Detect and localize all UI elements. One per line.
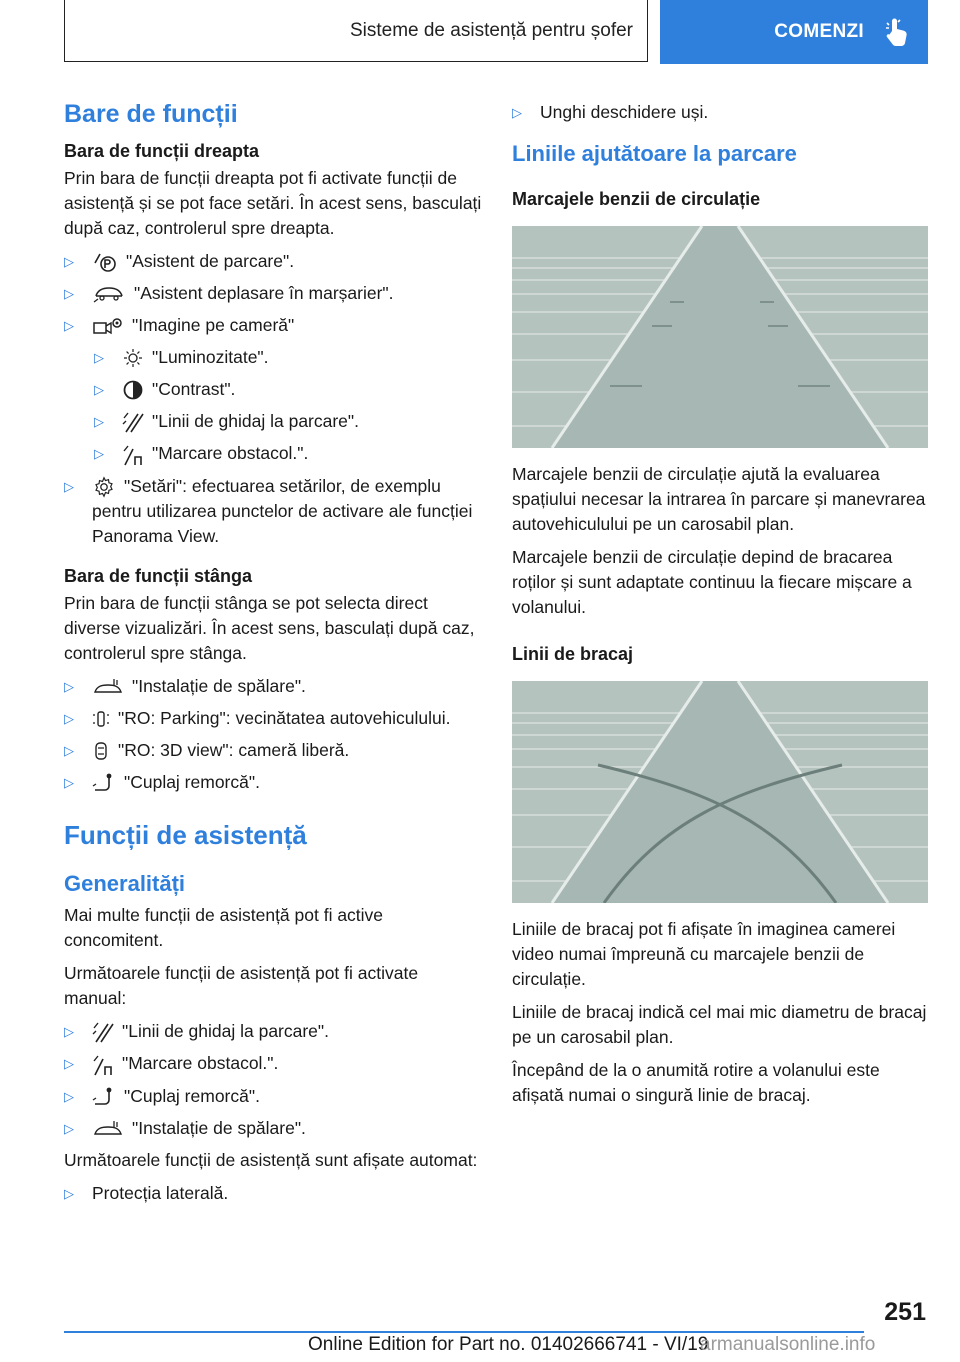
heading-bara-stanga: Bara de funcții stânga — [64, 565, 253, 586]
list-item — [64, 738, 482, 763]
list-item — [64, 1116, 482, 1141]
list-item — [64, 249, 482, 274]
trailer-hitch-icon — [92, 772, 116, 794]
paragraph-bracaj-3: Începând de la o anumită rotire a volanului este afișată numai o singură linie de bracaj. — [512, 1060, 880, 1105]
list-item — [64, 1084, 482, 1109]
bullet-icon: ▷ — [64, 254, 74, 269]
paragraph-bara-dreapta: Prin bara de funcții dreapta pot fi activate funcții de asistență și se pot face setări. În acest sens, basculați după caz, controlerul spre dreapta. — [64, 168, 482, 238]
list-item — [64, 409, 482, 434]
list-item-label: "Contrast". — [152, 379, 236, 399]
lane-markings-illustration — [512, 226, 928, 448]
bullet-icon: ▷ — [94, 382, 104, 397]
paragraph-generalitati-2: Următoarele funcții de asistență pot fi activate manual: — [64, 962, 419, 1008]
bullet-icon: ▷ — [64, 1056, 74, 1072]
list-item-label: "RO: 3D view": cameră liberă. — [118, 739, 350, 760]
paragraph-marcaje-2: Marcajele benzii de circulație depind de bracarea roților și sunt adaptate continuu la fiecare mișcare a volanului. — [512, 547, 912, 617]
right-column — [512, 100, 930, 1116]
footer-divider — [64, 1331, 864, 1333]
paragraph-generalitati-1: Mai multe funcții de asistență pot fi active concomitent. — [64, 904, 384, 950]
list-item-label: "RO: Parking": vecinătatea autovehiculului. — [118, 707, 451, 728]
paragraph-bracaj-2: Liniile de bracaj indică cel mai mic diametru de bracaj pe un carosabil plan. — [512, 1002, 927, 1047]
list-item — [64, 441, 482, 466]
bullet-icon: ▷ — [64, 478, 74, 494]
obstacle-marking-icon — [92, 1053, 114, 1077]
parking-guide-lines-icon — [92, 1020, 114, 1044]
list-item-label: "Linii de ghidaj la parcare". — [122, 1020, 329, 1041]
edition-text: Online Edition for Part no. 01402666741 - VI/19 — [308, 1334, 709, 1355]
paragraph-bara-stanga: Prin bara de funcții stânga se pot selecta direct diverse vizualizări. În acest sens, basculați după caz, controlerul spre stânga. — [64, 592, 475, 663]
list-item-label: Protecția laterală. — [92, 1182, 229, 1203]
trailer-hitch-icon — [92, 1086, 116, 1108]
turning-lines-figure — [512, 681, 928, 903]
page-number: 251 — [884, 1298, 926, 1326]
contrast-icon — [122, 379, 144, 401]
list-item — [64, 313, 482, 338]
list-item-label: "Imagine pe cameră" — [132, 315, 295, 335]
left-column — [64, 100, 482, 1213]
hand-pointer-icon — [884, 17, 910, 47]
bullet-icon: ▷ — [94, 414, 104, 429]
list-item — [64, 1051, 482, 1076]
heading-linii-ajutatoare: Liniile ajutătoare la parcare — [512, 141, 797, 166]
bullet-icon: ▷ — [512, 105, 522, 120]
heading-bare-functii: Bare de funcții — [64, 100, 238, 128]
camera-settings-icon — [92, 315, 124, 337]
chapter-tab[interactable] — [660, 0, 928, 64]
page-header — [64, 0, 928, 64]
bullet-icon: ▷ — [64, 678, 74, 694]
parking-guide-lines-icon — [122, 410, 144, 434]
brightness-icon — [122, 347, 144, 369]
list-item-label: "Asistent deplasare în marșarier". — [134, 283, 394, 303]
turning-lines-illustration — [512, 681, 928, 903]
list-item — [64, 345, 482, 370]
bullet-icon: ▷ — [64, 1120, 74, 1136]
bullet-icon: ▷ — [64, 774, 74, 790]
list-item-label: "Marcare obstacol.". — [122, 1053, 279, 1074]
paragraph-marcaje-1: Marcajele benzii de circulație ajută la evaluarea spațiului necesar la intrarea în parcare și manevrarea autovehiculului pe un carosabil plan. — [512, 464, 926, 534]
list-item-label: "Setări": efectuarea setărilor, de exemplu pentru utilizarea punctelor de activare ale funcției Panorama View. — [92, 475, 473, 546]
list-item-label: "Instalație de spălare". — [132, 675, 306, 696]
list-item-label: "Asistent de parcare". — [126, 251, 295, 271]
bullet-icon: ▷ — [64, 1185, 74, 1201]
list-item — [64, 1019, 482, 1044]
chapter-tab-label: COMENZI — [774, 21, 864, 42]
obstacle-marking-icon — [122, 443, 144, 467]
washer-system-icon — [92, 1119, 124, 1139]
paragraph-generalitati-3: Următoarele funcții de asistență sunt afișate automat: — [64, 1149, 478, 1170]
list-item-label: "Cuplaj remorcă". — [124, 1085, 260, 1106]
list-item — [64, 281, 482, 306]
bullet-icon: ▷ — [64, 1088, 74, 1104]
list-item-label: Unghi deschidere uși. — [540, 102, 709, 122]
heading-generalitati: Generalități — [64, 870, 186, 896]
bullet-icon: ▷ — [64, 1023, 74, 1039]
reversing-assistant-icon — [92, 284, 126, 304]
list-item — [64, 770, 482, 795]
heading-linii-bracaj: Linii de bracaj — [512, 644, 634, 664]
list-item-label: "Linii de ghidaj la parcare". — [152, 411, 359, 431]
list-item — [512, 100, 930, 125]
heading-functii-asistenta: Funcții de asistență — [64, 819, 307, 850]
list-item — [64, 377, 482, 402]
list-item-label: "Instalație de spălare". — [132, 1117, 306, 1138]
list-item-label: "Luminozitate". — [152, 347, 269, 367]
gear-icon — [92, 476, 116, 498]
heading-marcaje: Marcajele benzii de circulație — [512, 189, 761, 209]
list-item-label: "Marcare obstacol.". — [152, 443, 309, 464]
watermark-text: armanualsonline.info — [700, 1334, 876, 1355]
parking-assistant-icon — [92, 251, 118, 273]
heading-bara-dreapta: Bara de funcții dreapta — [64, 141, 260, 161]
list-item-label: "Cuplaj remorcă". — [124, 771, 260, 792]
3d-view-icon — [92, 740, 110, 762]
list-item — [64, 674, 482, 699]
paragraph-bracaj-1: Liniile de bracaj pot fi afișate în imaginea camerei video numai împreună cu marcajele benzii de circulație. — [512, 919, 896, 989]
bullet-icon: ▷ — [64, 286, 74, 301]
list-item — [64, 1181, 482, 1206]
bullet-icon: ▷ — [94, 350, 104, 365]
list-item — [64, 706, 482, 731]
bullet-icon: ▷ — [64, 710, 74, 726]
bullet-icon: ▷ — [64, 318, 74, 333]
parking-view-icon — [92, 708, 110, 730]
bullet-icon: ▷ — [94, 446, 104, 462]
lane-markings-figure — [512, 226, 928, 448]
section-title: Sisteme de asistență pentru șofer — [64, 0, 648, 62]
list-item — [64, 474, 482, 549]
washer-system-icon — [92, 677, 124, 697]
bullet-icon: ▷ — [64, 742, 74, 758]
